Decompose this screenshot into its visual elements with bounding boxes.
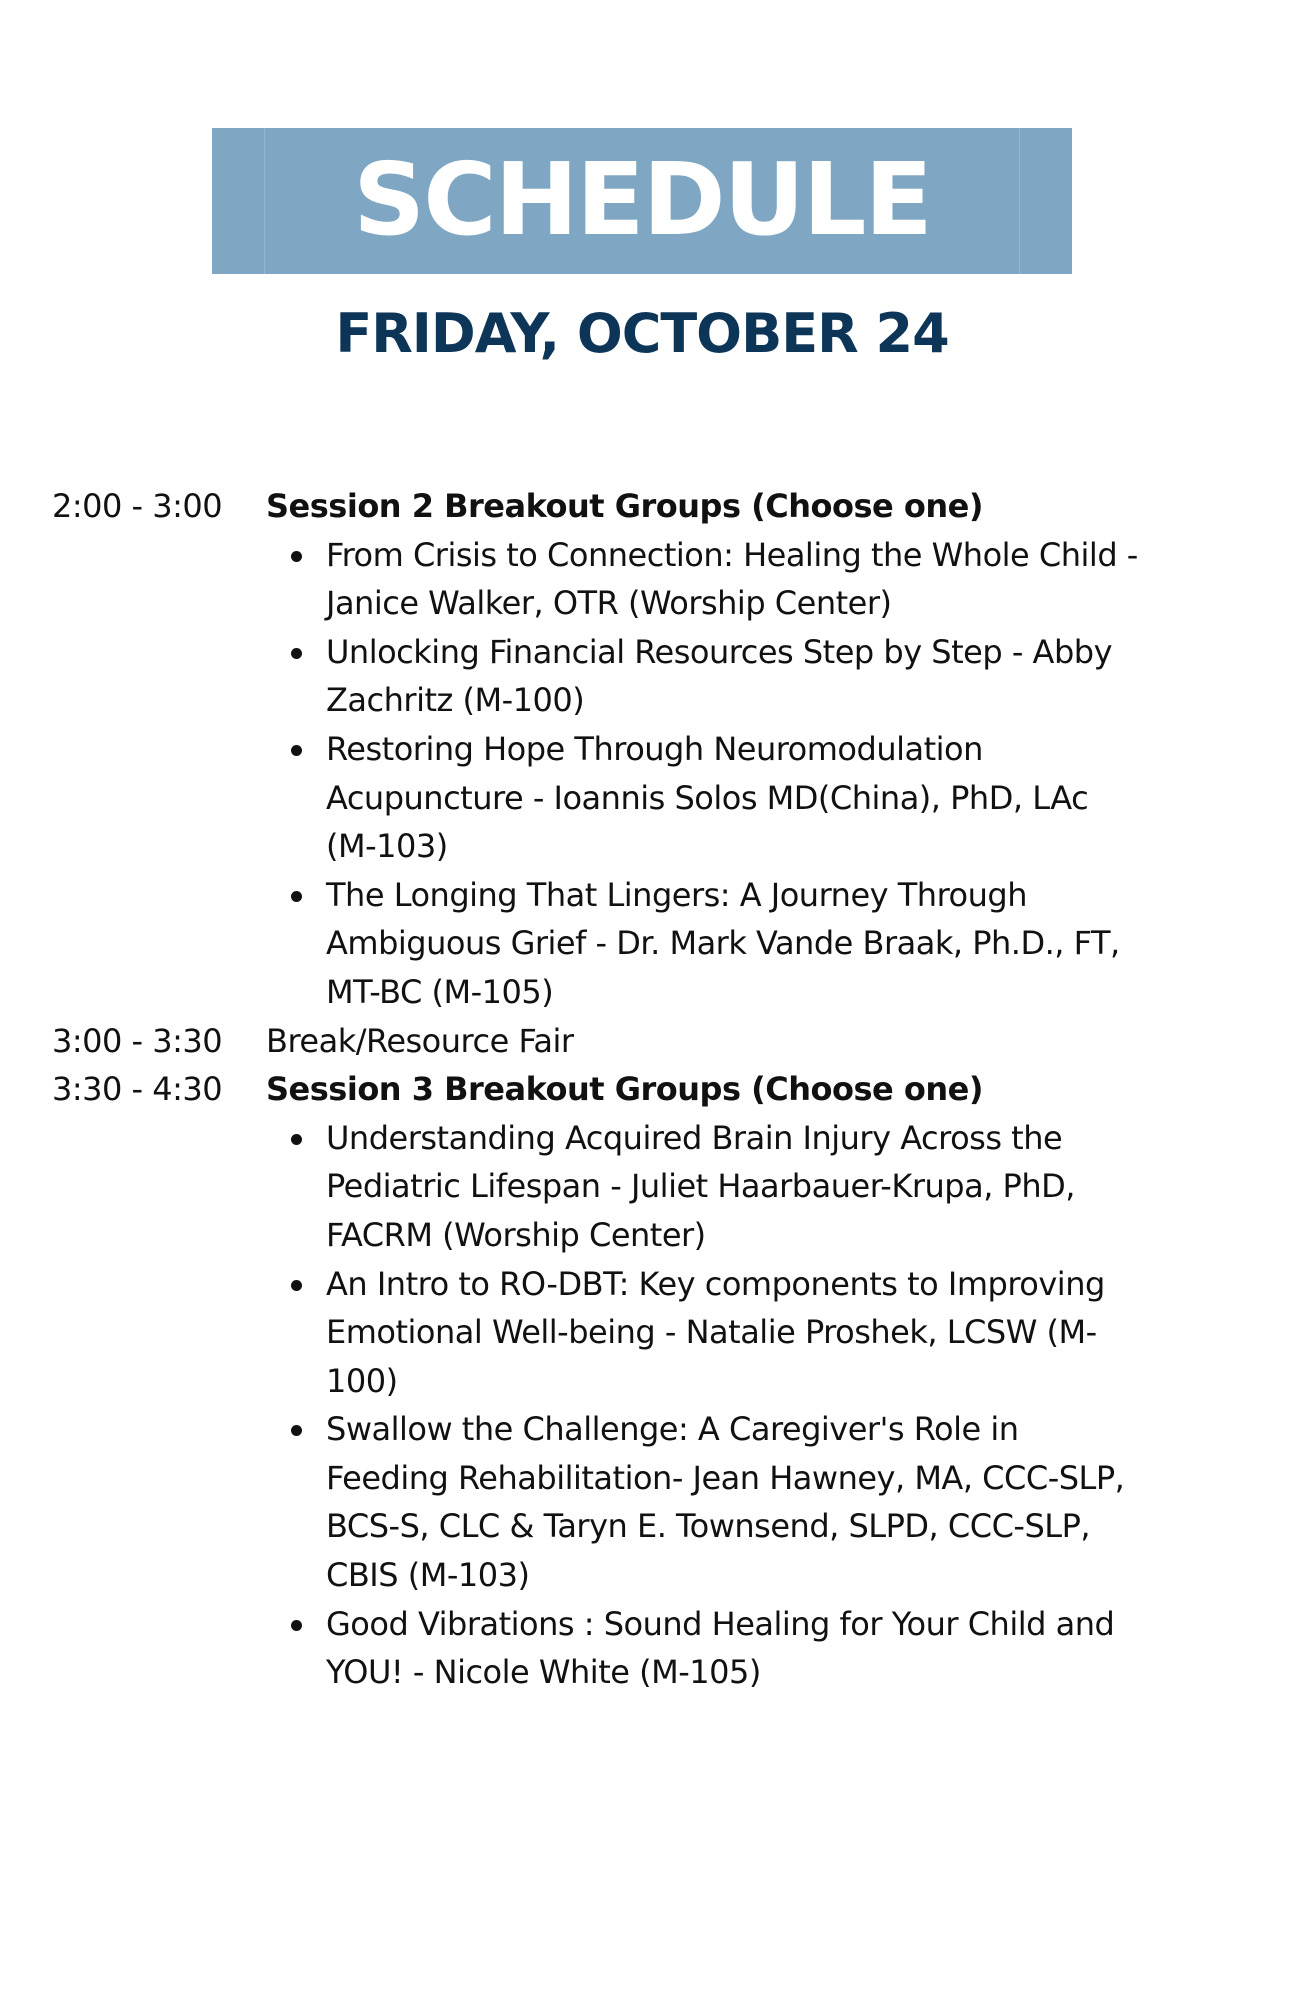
list-item — [326, 1600, 1196, 1697]
breakout-list — [0, 1114, 1294, 1697]
schedule-row — [0, 1065, 1294, 1114]
time-slot: 2:00 - 3:00 — [52, 487, 223, 525]
list-item — [326, 725, 1196, 871]
item-line: FACRM (Worship Center) — [326, 1215, 706, 1254]
item-line: Pediatric Lifespan - Juliet Haarbauer-Krupa, PhD, — [326, 1167, 1075, 1206]
list-item — [326, 1114, 1196, 1260]
item-line: 100) — [326, 1361, 398, 1400]
item-line: Unlocking Financial Resources Step by Step - Abby — [326, 632, 1112, 671]
list-item — [326, 1405, 1196, 1599]
bullet-icon — [291, 551, 302, 562]
schedule-banner — [212, 128, 1072, 274]
item-line: Swallow the Challenge: A Caregiver's Role in — [326, 1410, 1019, 1449]
bullet-icon — [291, 1620, 302, 1631]
item-line: Janice Walker, OTR (Worship Center) — [326, 584, 892, 623]
time-slot: 3:30 - 4:30 — [52, 1070, 223, 1109]
schedule-list — [0, 482, 1294, 1697]
bullet-icon — [291, 745, 302, 756]
item-line: (M-103) — [326, 827, 448, 866]
item-line: An Intro to RO-DBT: Key components to Improving — [326, 1264, 1105, 1303]
item-line: Understanding Acquired Brain Injury Across the — [326, 1118, 1063, 1157]
item-line: Zachritz (M-100) — [326, 681, 585, 720]
bullet-icon — [291, 891, 302, 902]
session-title: Break/Resource Fair — [266, 1021, 574, 1060]
list-item — [326, 871, 1196, 1017]
item-line: Feeding Rehabilitation- Jean Hawney, MA, CCC-SLP, — [326, 1458, 1125, 1497]
session-title: Session 2 Breakout Groups (Choose one) — [266, 487, 983, 525]
banner-title: SCHEDULE — [353, 141, 931, 258]
list-item — [326, 1260, 1196, 1406]
item-line: Restoring Hope Through Neuromodulation — [326, 729, 983, 768]
item-line: BCS-S, CLC & Taryn E. Townsend, SLPD, CCC-SLP, — [326, 1507, 1091, 1546]
session-title: Session 3 Breakout Groups (Choose one) — [266, 1070, 983, 1109]
item-line: Good Vibrations : Sound Healing for Your Child and — [326, 1604, 1115, 1643]
bullet-icon — [291, 1134, 302, 1145]
time-slot: 3:00 - 3:30 — [52, 1021, 223, 1060]
bullet-icon — [291, 1425, 302, 1436]
item-line: Emotional Well-being - Natalie Proshek, LCSW (M- — [326, 1313, 1097, 1352]
bullet-icon — [291, 648, 302, 659]
schedule-row — [0, 1017, 1294, 1066]
item-line: The Longing That Lingers: A Journey Through — [326, 875, 1027, 914]
list-item — [326, 531, 1196, 628]
bullet-icon — [291, 1280, 302, 1291]
schedule-row — [0, 482, 1294, 531]
item-line: From Crisis to Connection: Healing the Whole Child - — [326, 535, 1138, 574]
item-line: Ambiguous Grief - Dr. Mark Vande Braak, Ph.D., FT, — [326, 924, 1120, 963]
item-line: MT-BC (M-105) — [326, 972, 554, 1011]
item-line: CBIS (M-103) — [326, 1556, 530, 1595]
date-heading: FRIDAY, OCTOBER 24 — [335, 302, 949, 365]
item-line: Acupuncture - Ioannis Solos MD(China), PhD, LAc — [326, 778, 1089, 817]
list-item — [326, 628, 1196, 725]
item-line: YOU! - Nicole White (M-105) — [326, 1653, 761, 1692]
breakout-list — [0, 531, 1294, 1017]
